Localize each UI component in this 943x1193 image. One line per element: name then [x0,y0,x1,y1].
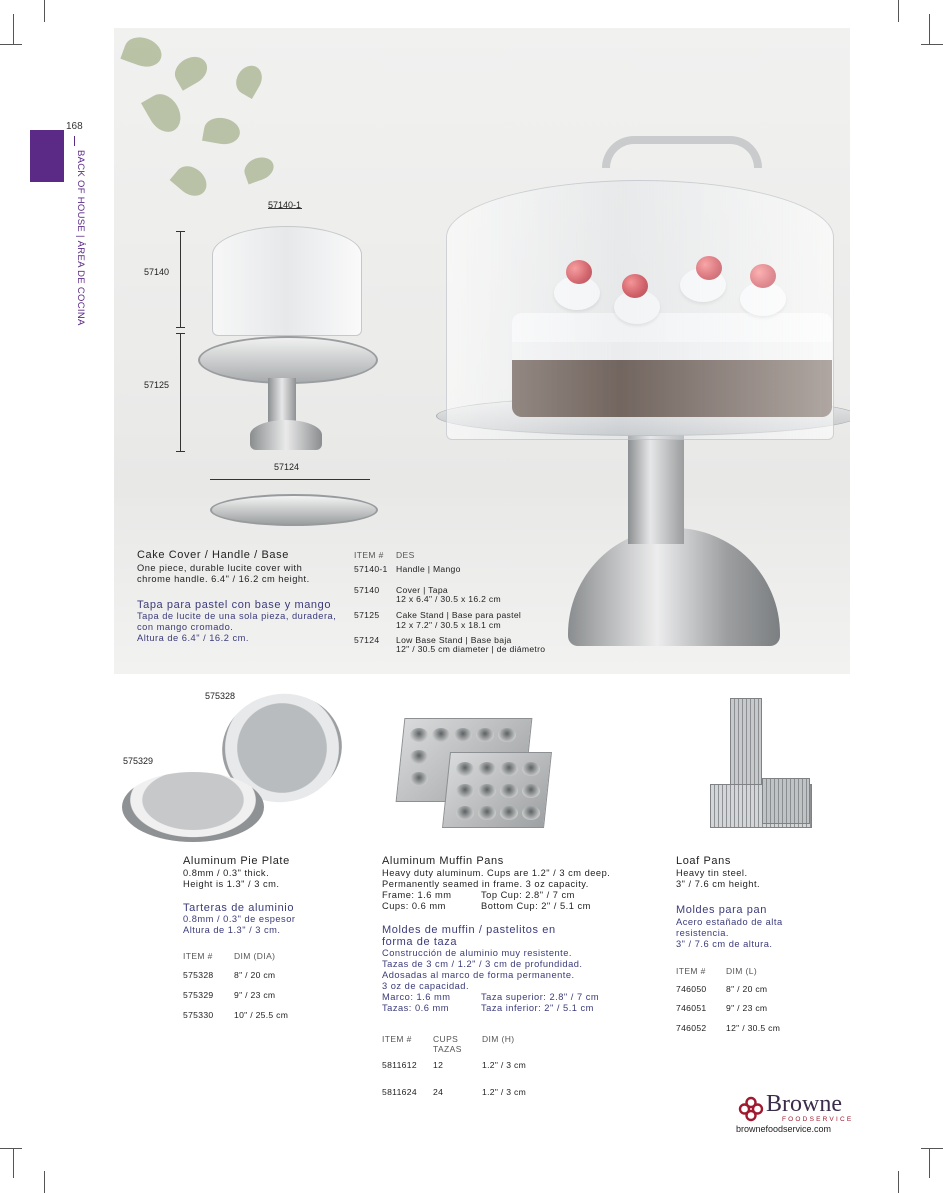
table-cell-des: Cake Stand | Base para pastel [396,610,522,620]
loaf-pan-desc: Heavy tin steel. [676,868,748,878]
muffin-spec-label-es: Tazas: 0.6 mm [382,1003,449,1013]
inset-cover [212,226,362,336]
table-header-item: ITEM # [183,951,213,961]
muffin-pan-title-es: Moldes de muffin / pastelitos en [382,924,556,936]
loaf-pan-desc-es: Acero estañado de alta [676,917,783,927]
cake-cover-desc: chrome handle. 6.4" / 16.2 cm height. [137,574,310,584]
table-cell-des: 12 x 6.4" / 30.5 x 16.2 cm [396,594,501,604]
callout-57140: 57140 [144,267,170,277]
loaf-pan-desc: 3" / 7.6 cm height. [676,879,761,889]
table-header-dim: DIM (H) [482,1034,515,1044]
muffin-spec-value-es: Taza inferior: 2" / 5.1 cm [481,1003,594,1013]
table-cell-dim: 1.2" / 3 cm [482,1087,527,1097]
table-cell-dim: 9" / 23 cm [726,1003,768,1013]
table-cell-item: 5811612 [382,1060,417,1070]
stand-stem [628,428,684,544]
pie-plate-desc-es: Altura de 1.3" / 3 cm. [183,925,281,935]
muffin-pan-desc-es: Construcción de aluminio muy resistente. [382,948,573,958]
table-cell-des: Cover | Tapa [396,585,449,595]
table-cell-item: 57140-1 [354,564,388,574]
table-cell-des: 12 x 7.2" / 30.5 x 18.1 cm [396,620,501,630]
brand-tagline: FOODSERVICE [782,1116,854,1123]
crop-mark [13,1148,14,1178]
loaf-pan-title: Loaf Pans [676,855,731,867]
lucite-dome [446,180,834,440]
eucalyptus-leaf [170,160,213,202]
section-label: BACK OF HOUSE | ÁREA DE COCINA [75,150,86,326]
crop-mark [0,44,22,45]
pie-plate-desc-es: 0.8mm / 0.3" de espesor [183,914,296,924]
eucalyptus-leaf [241,154,277,185]
crop-mark [0,1148,22,1149]
table-cell-dim: 8" / 20 cm [234,970,276,980]
table-cell-cups: 24 [433,1087,444,1097]
table-cell-des: Handle | Mango [396,564,461,574]
table-header-cups: CUPS [433,1034,459,1044]
pie-plate-desc: 0.8mm / 0.3" thick. [183,868,270,878]
loaf-pan-image [730,698,762,788]
muffin-cup [522,806,540,820]
muffin-cup [478,784,496,798]
table-header-item: ITEM # [354,550,384,560]
crop-mark [898,1171,899,1193]
table-cell-dim: 8" / 20 cm [726,984,768,994]
dim-tick [176,231,185,232]
table-cell-item: 57125 [354,610,380,620]
table-cell-item: 746050 [676,984,707,994]
cake-cover-desc-es: Altura de 6.4" / 16.2 cm. [137,633,249,643]
pie-plate-title-es: Tarteras de aluminio [183,902,295,914]
table-cell-des: 12" / 30.5 cm diameter | de diámetro [396,644,546,654]
crop-mark [44,1171,45,1193]
pie-plate-title: Aluminum Pie Plate [183,855,290,867]
loaf-pan-desc-es: 3" / 7.6 cm de altura. [676,939,773,949]
inset-stand-plate [198,336,378,384]
table-cell-dim: 12" / 30.5 cm [726,1023,781,1033]
muffin-cup [478,762,496,776]
crop-mark [929,14,930,44]
muffin-cup [410,750,428,764]
crop-mark [13,14,14,44]
muffin-cup [500,762,518,776]
muffin-pan-desc: Heavy duty aluminum. Cups are 1.2" / 3 cm deep. [382,868,611,878]
dim-tick [176,327,185,328]
cake-cover-desc: One piece, durable lucite cover with [137,563,303,573]
table-cell-dim: 10" / 25.5 cm [234,1010,289,1020]
table-cell-cups: 12 [433,1060,444,1070]
inset-low-base [210,494,378,526]
muffin-spec-value: Top Cup: 2.8" / 7 cm [481,890,575,900]
crop-mark [929,1148,930,1178]
muffin-cup [454,728,472,742]
muffin-spec-label: Frame: 1.6 mm [382,890,452,900]
muffin-cup [498,728,516,742]
pie-plate-desc: Height is 1.3" / 3 cm. [183,879,280,889]
loaf-pan-desc-es: resistencia. [676,928,730,938]
muffin-pan-title-es: forma de taza [382,936,458,948]
muffin-cup [432,728,450,742]
eucalyptus-leaf [141,88,187,138]
muffin-cup [456,806,474,820]
hero-photo [114,28,850,674]
muffin-cup [410,728,428,742]
inset-stand-base [250,420,322,450]
section-tab [30,130,64,182]
table-cell-item: 5811624 [382,1087,417,1097]
cake-cover-desc-es: con mango cromado. [137,622,234,632]
muffin-spec-label-es: Marco: 1.6 mm [382,992,451,1002]
table-cell-dim: 1.2" / 3 cm [482,1060,527,1070]
muffin-cup [500,784,518,798]
crop-mark [921,44,943,45]
callout-575328: 575328 [205,691,236,701]
eucalyptus-leaf [170,51,212,91]
eucalyptus-leaf [231,61,267,99]
muffin-cup [456,762,474,776]
callout-57140-1: 57140-1 [268,200,302,210]
cake-cover-desc-es: Tapa de lucite de una sola pieza, duradera, [137,611,337,621]
table-cell-item: 575328 [183,970,214,980]
pie-plate-image [122,772,264,842]
callout-57124: 57124 [274,462,300,472]
table-cell-item: 57140 [354,585,380,595]
browne-logo-icon [738,1096,764,1122]
page-number: 168 [66,121,83,132]
callout-575329: 575329 [123,756,154,766]
eucalyptus-leaf [120,32,165,71]
table-cell-item: 57124 [354,635,380,645]
muffin-cup [522,784,540,798]
table-header-dim: DIM (L) [726,966,758,976]
eucalyptus-leaf [202,115,242,147]
muffin-pan-title: Aluminum Muffin Pans [382,855,504,867]
muffin-pan-desc-es: Adosadas al marco de forma permanente. [382,970,575,980]
muffin-cup [478,806,496,820]
muffin-cup [410,772,428,786]
muffin-spec-label: Cups: 0.6 mm [382,901,446,911]
table-cell-item: 746051 [676,1003,707,1013]
table-header-dim: DIM (DIA) [234,951,276,961]
cake-cover-title: Cake Cover / Handle / Base [137,549,289,561]
loaf-pan-title-es: Moldes para pan [676,904,767,916]
page-number-rule [74,136,75,146]
table-cell-item: 746052 [676,1023,707,1033]
table-header-item: ITEM # [676,966,706,976]
muffin-cup [476,728,494,742]
table-cell-item: 575329 [183,990,214,1000]
crop-mark [921,1148,943,1149]
muffin-pan-desc-es: Tazas de 3 cm / 1.2" / 3 cm de profundidad. [382,959,583,969]
table-header-item: ITEM # [382,1034,412,1044]
table-cell-des: Low Base Stand | Base baja [396,635,512,645]
loaf-pan-image [762,778,810,824]
dim-tick [176,451,185,452]
table-header-des: DES [396,550,415,560]
table-cell-item: 575330 [183,1010,214,1020]
brand-name: Browne [766,1091,842,1117]
muffin-spec-value: Bottom Cup: 2" / 5.1 cm [481,901,591,911]
dim-line-cover [180,231,181,327]
muffin-cup [522,762,540,776]
inset-stand-stem [268,378,296,426]
muffin-cup [500,806,518,820]
dim-line-stand [180,333,181,451]
table-header-tazas: TAZAS [433,1044,462,1054]
muffin-cup [456,784,474,798]
dim-tick [176,333,185,334]
table-cell-dim: 9" / 23 cm [234,990,276,1000]
muffin-pan-desc-es: 3 oz de capacidad. [382,981,470,991]
muffin-spec-value-es: Taza superior: 2.8" / 7 cm [481,992,600,1002]
muffin-pan-desc: Permanently seamed in frame. 3 oz capacity. [382,879,589,889]
brand-url[interactable]: brownefoodservice.com [736,1124,832,1134]
cake-cover-title-es: Tapa para pastel con base y mango [137,599,332,611]
dim-line-base [210,479,370,480]
chrome-handle [602,136,762,168]
crop-mark [898,0,899,22]
crop-mark [44,0,45,22]
callout-57125: 57125 [144,380,170,390]
